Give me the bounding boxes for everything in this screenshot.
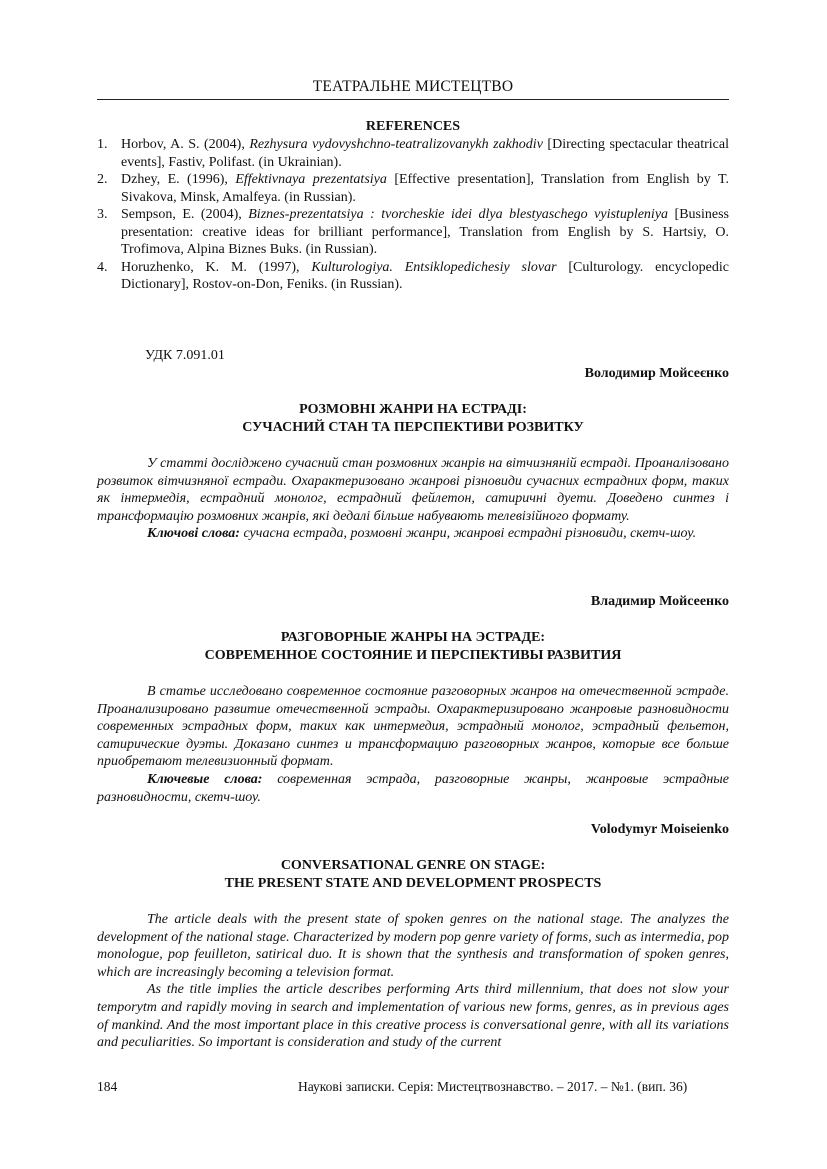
references-heading: REFERENCES [365, 119, 461, 134]
reference-number: 3. [97, 207, 108, 222]
header-rule [97, 99, 729, 100]
author-ukrainian: Володимир Мойсеєнко [584, 366, 729, 381]
title-line: THE PRESENT STATE AND DEVELOPMENT PROSPECTS [224, 875, 602, 891]
keywords-label: Ключевые слова: [147, 771, 263, 787]
abstract-paragraph: As the title implies the article describes performing Arts third millennium, that does not slow your temporytm and rapidly moving in search and implementation of various new forms, genres, as in previous ages of mankind. And the most important place in this creative process is conversational genre, with all its variations and peculiarities. So important is consideration and study of the current [97, 982, 729, 1051]
title-line: РОЗМОВНІ ЖАНРИ НА ЕСТРАДІ: [299, 402, 527, 417]
reference-item [97, 259, 729, 294]
title-russian [97, 629, 729, 664]
author-russian: Владимир Мойсеенко [590, 594, 729, 609]
reference-item [97, 171, 729, 206]
reference-details: [Effective presentation], Translation from English by T. Sivakova, Minsk, Amalfeya. (in Russian). [121, 172, 729, 205]
title-ukrainian [97, 401, 729, 436]
keywords-russian [97, 771, 729, 806]
title-line: СУЧАСНИЙ СТАН ТА ПЕРСПЕКТИВИ РОЗВИТКУ [242, 419, 584, 435]
abstract-ukrainian [97, 455, 729, 543]
reference-item [97, 136, 729, 171]
title-line: РАЗГОВОРНЫЕ ЖАНРЫ НА ЭСТРАДЕ: [280, 630, 546, 645]
title-english [97, 857, 729, 892]
author-english: Volodymyr Moiseienko [590, 822, 729, 837]
udk-code: УДК 7.091.01 [145, 348, 225, 363]
references-list [97, 136, 729, 294]
keywords-label: Ключові слова: [147, 526, 240, 542]
abstract-english [97, 911, 729, 1052]
keywords-text: сучасна естрада, розмовні жанри, жанрові естрадні різновиди, скетч-шоу. [239, 526, 697, 542]
reference-details: [Business presentation: creative ideas for brilliant performance], Translation from English by S. Hartsiy, O. Trofimova, Alpina Biznes Buks. (in Russian). [121, 207, 730, 257]
abstract-text: В статье исследовано современное состояние разговорных жанров на отечественной эстраде. Проанализировано развитие отечественной эстрады. Охарактеризировано жанровые разновидности современных эстрадных форм, таких как интермедия, эстрадный монолог, эстрадный фельетон, сатирические дуэты. Доказано синтез и трансформацию разговорных жанров, которые все больше приобретают телевизионный формат. [97, 684, 729, 770]
reference-author: Sempson, E. (2004), [121, 207, 249, 222]
reference-title: Effektivnaya prezentatsiya [235, 172, 387, 187]
reference-number: 2. [97, 172, 108, 187]
abstract-paragraph: The article deals with the present state of spoken genres on the national stage. The analyzes the development of the national stage. Characterized by modern pop genre variety of forms, such as intermedia, pop monologue, pop feuilleton, satirical duo. It is shown that the synthesis and transformation of spoken genres, which are increasingly becoming a television format. [97, 912, 729, 980]
running-header: ТЕАТРАЛЬНЕ МИСТЕЦТВО [312, 78, 514, 95]
keywords-text: современная эстрада, разговорные жанры, жанровые эстрадные разновидности, скетч-шоу. [97, 771, 729, 805]
reference-title: Rezhysura vydovyshchno-teatralizovanykh zakhodiv [249, 137, 543, 152]
abstract-russian [97, 683, 729, 806]
reference-title: Biznes-prezentatsiya : tvorcheskie idei dlya blestyaschego vyistupleniya [248, 207, 669, 222]
reference-author: Dzhey, E. (1996), [121, 172, 236, 187]
reference-details: [Directing spectacular theatrical events], Fastiv, Polifast. (in Ukrainian). [121, 137, 729, 170]
reference-author: Horbov, A. S. (2004), [121, 137, 250, 152]
journal-citation: Наукові записки. Серія: Мистецтвознавство. – 2017. – №1. (вип. 36) [298, 1079, 688, 1094]
reference-details: [Culturology. encyclopedic Dictionary], Rostov-on-Don, Feniks. (in Russian). [121, 259, 729, 292]
reference-title: Kulturologiya. Entsiklopedichesiy slovar [311, 259, 557, 275]
page-number: 184 [97, 1079, 118, 1094]
keywords-ukrainian [97, 525, 729, 543]
title-line: CONVERSATIONAL GENRE ON STAGE: [280, 858, 546, 873]
reference-item [97, 206, 729, 259]
title-line: СОВРЕМЕННОЕ СОСТОЯНИЕ И ПЕРСПЕКТИВЫ РАЗВИТИЯ [204, 647, 622, 663]
reference-author: Horuzhenko, K. M. (1997), [121, 259, 312, 275]
reference-number: 1. [97, 137, 108, 152]
reference-number: 4. [97, 259, 108, 275]
abstract-text: У статті досліджено сучасний стан розмовних жанрів на вітчизняній естраді. Проаналізовано розвиток вітчизняної естради. Охарактеризовано жанрові різновиди сучасних естрадних форм, таких як інтермедія, естрадний монолог, естрадний фейлетон, сатиричні дуети. Доведено синтез і трансформацію розмовних жанрів, які дедалі більше набувають телевізійного формату. [97, 456, 729, 524]
